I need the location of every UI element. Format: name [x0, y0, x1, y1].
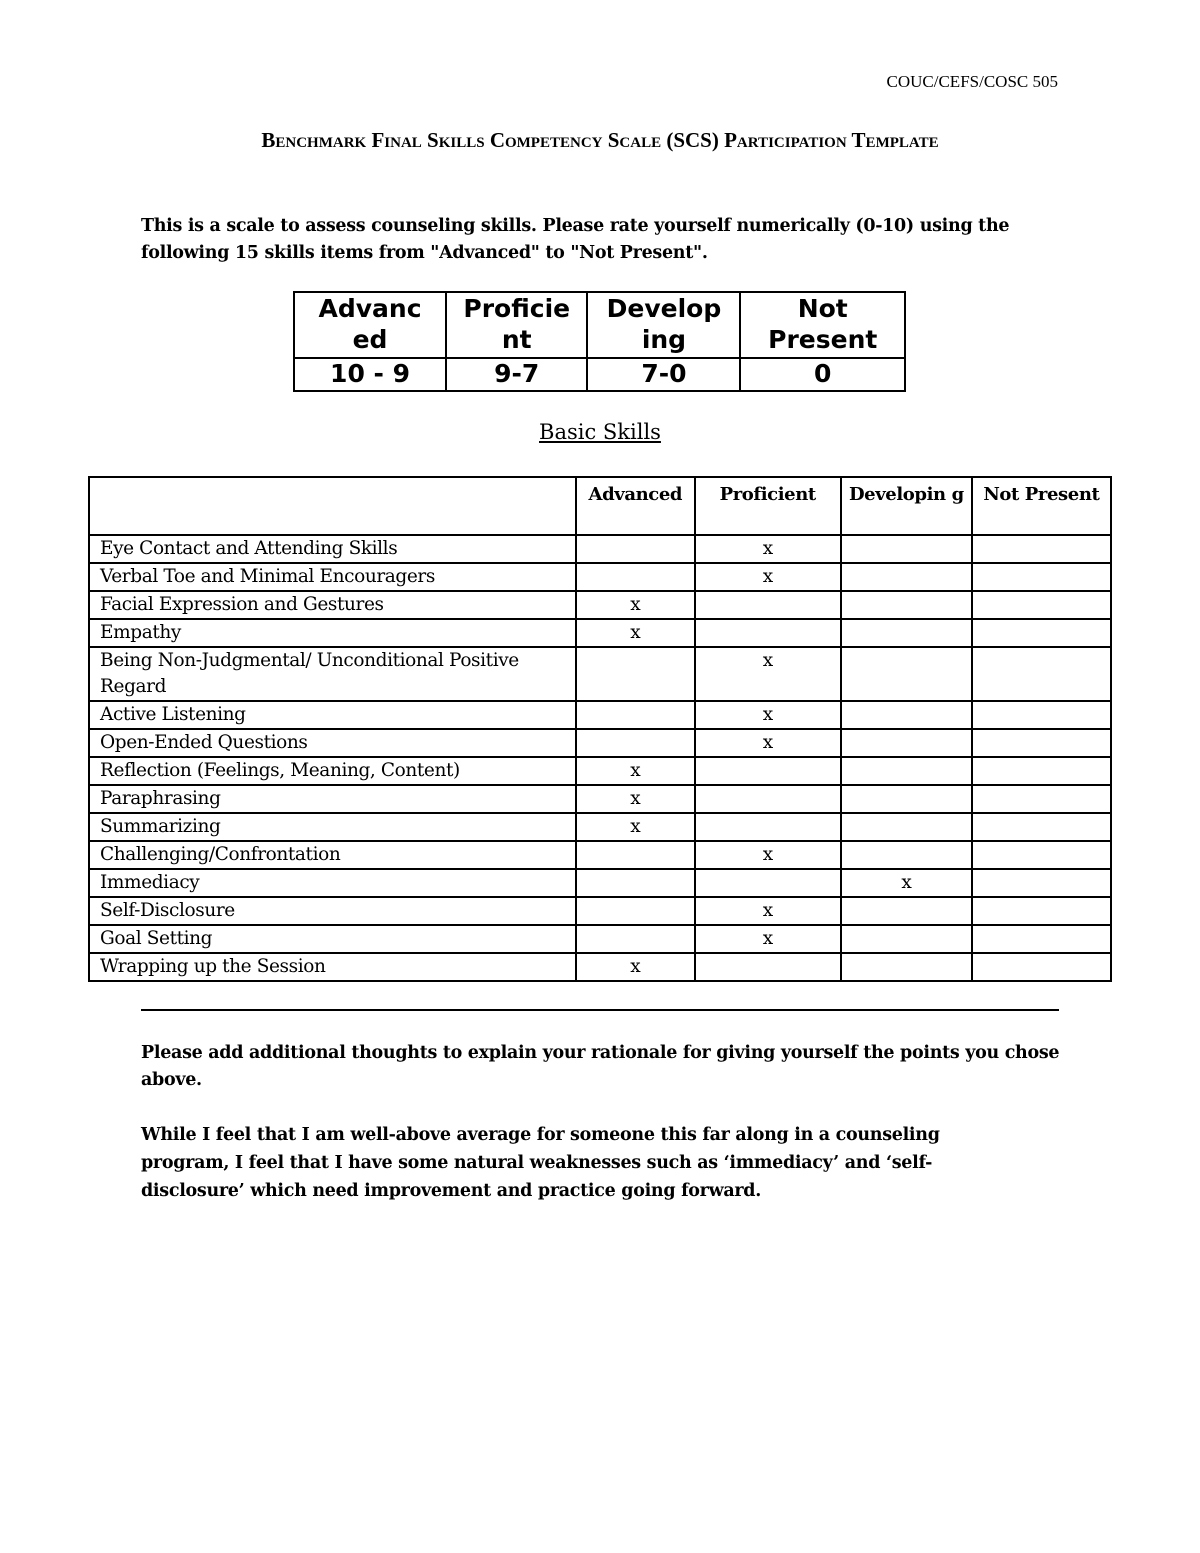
skill-name: Verbal Toe and Minimal Encouragers — [89, 563, 576, 591]
scale-header-proficient: Proficie nt — [446, 292, 587, 358]
rating-cell-proficient: x — [695, 841, 841, 869]
rating-cell-not-present — [972, 841, 1111, 869]
table-row — [89, 619, 1111, 647]
rating-cell-not-present — [972, 591, 1111, 619]
rating-cell-not-present — [972, 535, 1111, 563]
rating-cell-proficient — [695, 953, 841, 981]
table-row — [89, 841, 1111, 869]
rating-cell-advanced: x — [576, 953, 694, 981]
rationale-answer: While I feel that I am well-above average for someone this far along in a counseling program, I feel that I have some natural weaknesses such as ‘immediacy’ and ‘self-disclosure’ which need improvement and practice going forward. — [141, 1125, 940, 1201]
document-title: Benchmark Final Skills Competency Scale (SCS) Participation Template — [261, 128, 939, 152]
scale-range-developing: 7-0 — [587, 358, 740, 391]
skills-table — [88, 476, 1112, 982]
skill-name: Being Non-Judgmental/ Unconditional Positive Regard — [89, 647, 576, 701]
skill-name: Paraphrasing — [89, 785, 576, 813]
rating-cell-advanced — [576, 841, 694, 869]
rating-cell-developing — [841, 813, 972, 841]
scale-header-advanced: Advanc ed — [294, 292, 446, 358]
rating-cell-developing — [841, 563, 972, 591]
table-row — [89, 925, 1111, 953]
rating-cell-advanced — [576, 535, 694, 563]
skill-name: Empathy — [89, 619, 576, 647]
scale-range-proficient: 9-7 — [446, 358, 587, 391]
scale-header-developing: Develop ing — [587, 292, 740, 358]
rating-cell-developing — [841, 619, 972, 647]
rating-cell-not-present — [972, 869, 1111, 897]
rating-cell-advanced — [576, 563, 694, 591]
rating-cell-advanced — [576, 897, 694, 925]
scale-range-not-present: 0 — [740, 358, 905, 391]
table-row — [89, 563, 1111, 591]
rating-cell-advanced — [576, 729, 694, 757]
rating-cell-advanced — [576, 701, 694, 729]
rating-cell-developing — [841, 953, 972, 981]
rating-cell-proficient: x — [695, 647, 841, 701]
rating-cell-developing — [841, 591, 972, 619]
rationale-prompt: Please add additional thoughts to explain your rationale for giving yourself the points you chose above. — [141, 1043, 1060, 1090]
rating-cell-developing — [841, 841, 972, 869]
rating-cell-not-present — [972, 785, 1111, 813]
table-row — [89, 953, 1111, 981]
intro-paragraph: This is a scale to assess counseling skills. Please rate yourself numerically (0-10) using the following 15 skills items from "Advanced" to "Not Present". — [141, 216, 1010, 263]
skill-name: Active Listening — [89, 701, 576, 729]
rating-cell-developing — [841, 785, 972, 813]
rating-cell-advanced — [576, 925, 694, 953]
rating-cell-developing — [841, 729, 972, 757]
rating-cell-not-present — [972, 813, 1111, 841]
table-row — [89, 757, 1111, 785]
rating-cell-developing — [841, 701, 972, 729]
rating-cell-developing — [841, 647, 972, 701]
rating-cell-proficient — [695, 813, 841, 841]
rating-scale-table — [293, 291, 906, 392]
rating-cell-developing — [841, 897, 972, 925]
column-header-proficient: Proficient — [695, 477, 841, 535]
table-row — [89, 869, 1111, 897]
rating-cell-proficient — [695, 591, 841, 619]
column-header-not-present: Not Present — [972, 477, 1111, 535]
rating-cell-proficient: x — [695, 729, 841, 757]
section-title: Basic Skills — [539, 420, 661, 444]
table-row — [89, 813, 1111, 841]
rating-cell-developing — [841, 757, 972, 785]
rating-cell-developing — [841, 925, 972, 953]
table-row — [89, 591, 1111, 619]
column-header-advanced: Advanced — [576, 477, 694, 535]
column-header-developing: Developin g — [841, 477, 972, 535]
rating-cell-proficient — [695, 785, 841, 813]
rating-cell-advanced: x — [576, 785, 694, 813]
skill-name: Facial Expression and Gestures — [89, 591, 576, 619]
skill-name: Self-Disclosure — [89, 897, 576, 925]
skill-name: Reflection (Feelings, Meaning, Content) — [89, 757, 576, 785]
rating-cell-developing — [841, 535, 972, 563]
rating-cell-advanced: x — [576, 757, 694, 785]
rating-cell-advanced — [576, 869, 694, 897]
skill-name: Goal Setting — [89, 925, 576, 953]
scale-header-not-present: Not Present — [740, 292, 905, 358]
rating-cell-developing: x — [841, 869, 972, 897]
rating-cell-advanced: x — [576, 619, 694, 647]
table-row — [89, 785, 1111, 813]
course-code: COUC/CEFS/COSC 505 — [886, 72, 1058, 91]
table-row — [89, 897, 1111, 925]
rating-cell-proficient — [695, 619, 841, 647]
skill-name: Summarizing — [89, 813, 576, 841]
rating-cell-not-present — [972, 619, 1111, 647]
rating-cell-proficient: x — [695, 897, 841, 925]
rating-cell-not-present — [972, 757, 1111, 785]
table-row — [89, 729, 1111, 757]
rating-cell-not-present — [972, 925, 1111, 953]
rating-cell-proficient: x — [695, 563, 841, 591]
rating-cell-not-present — [972, 897, 1111, 925]
rating-cell-not-present — [972, 729, 1111, 757]
rating-cell-advanced: x — [576, 591, 694, 619]
rating-cell-not-present — [972, 701, 1111, 729]
rating-cell-advanced: x — [576, 813, 694, 841]
table-row — [89, 701, 1111, 729]
rating-cell-proficient: x — [695, 701, 841, 729]
rating-cell-not-present — [972, 563, 1111, 591]
skill-name: Wrapping up the Session — [89, 953, 576, 981]
rating-cell-proficient — [695, 869, 841, 897]
skill-name: Eye Contact and Attending Skills — [89, 535, 576, 563]
rating-cell-proficient: x — [695, 535, 841, 563]
rating-cell-proficient: x — [695, 925, 841, 953]
table-row — [89, 647, 1111, 701]
skill-name: Challenging/Confrontation — [89, 841, 576, 869]
skills-table-body — [89, 535, 1111, 981]
table-row — [89, 535, 1111, 563]
scale-range-advanced: 10 - 9 — [294, 358, 446, 391]
column-header-skill — [89, 477, 576, 535]
rating-cell-not-present — [972, 647, 1111, 701]
divider-line — [141, 1009, 1059, 1011]
rating-cell-proficient — [695, 757, 841, 785]
skill-name: Open-Ended Questions — [89, 729, 576, 757]
skill-name: Immediacy — [89, 869, 576, 897]
rating-cell-advanced — [576, 647, 694, 701]
rating-cell-not-present — [972, 953, 1111, 981]
